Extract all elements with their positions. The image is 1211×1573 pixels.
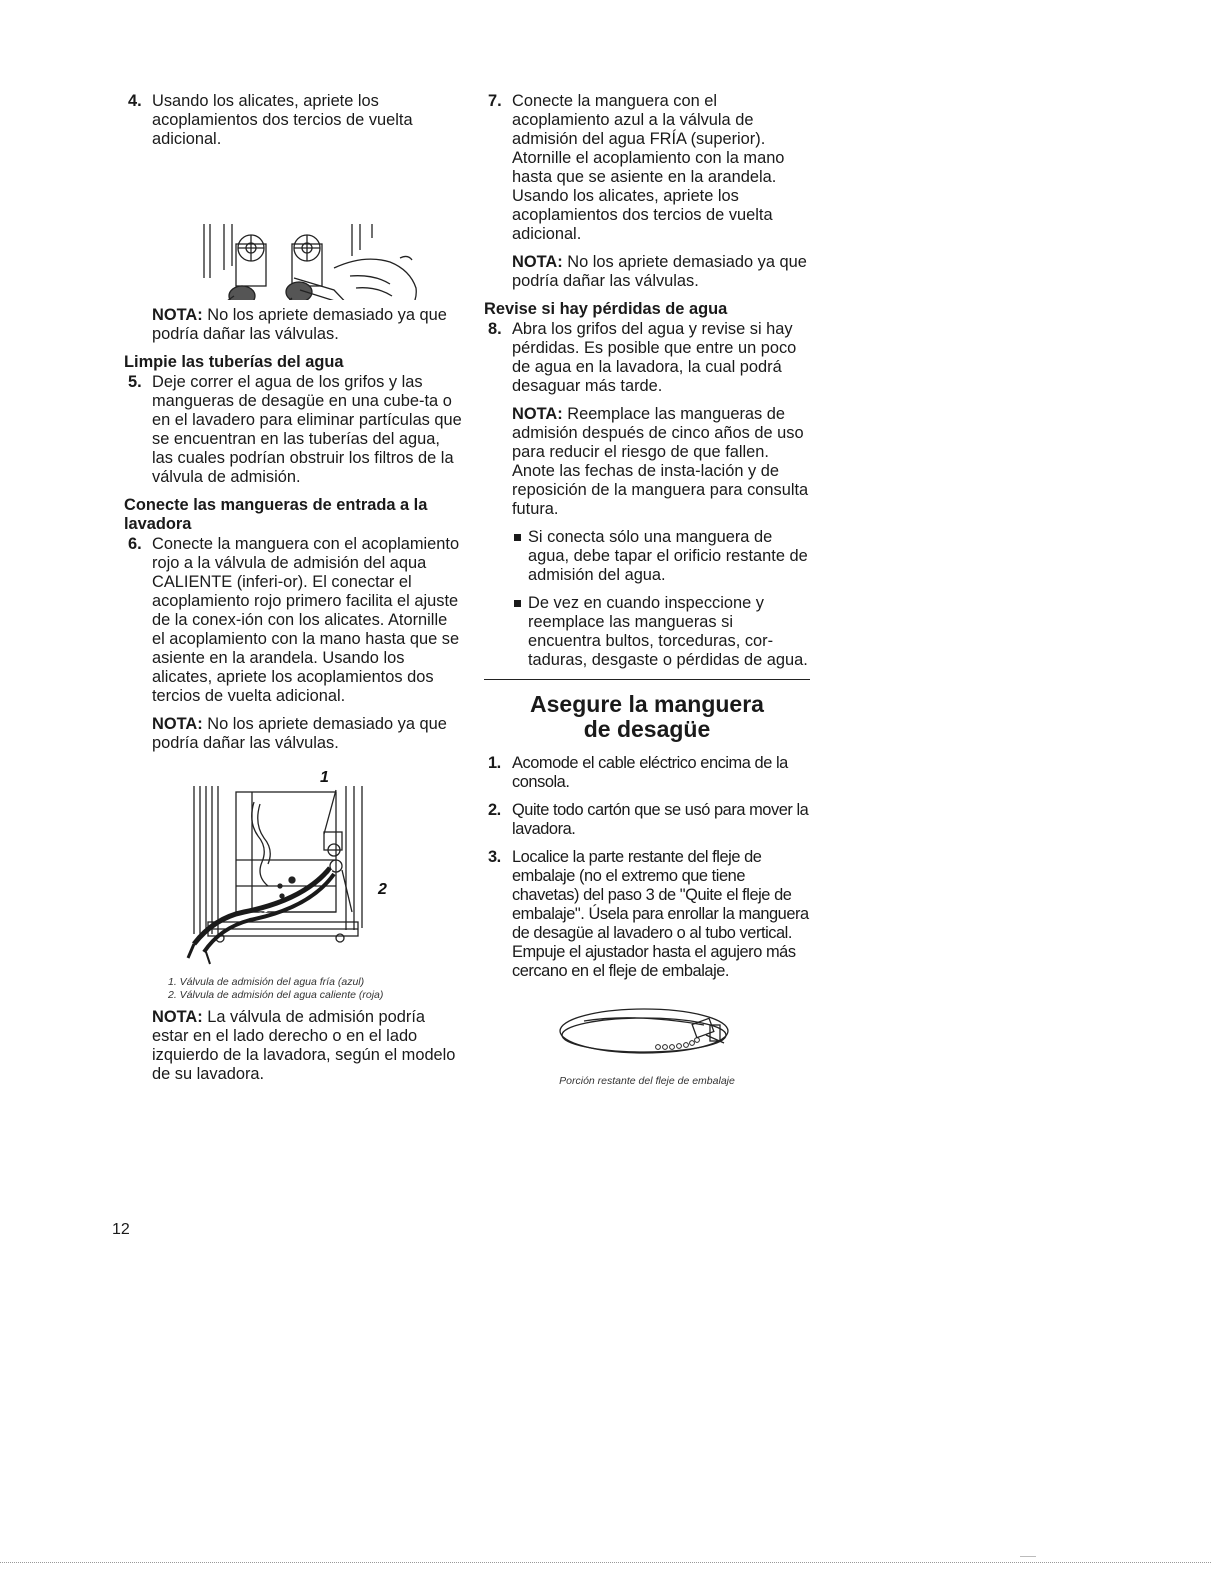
drain-step-3	[484, 848, 810, 981]
step-number: 3.	[488, 848, 501, 866]
note-label: NOTA:	[152, 306, 203, 324]
bullet-square-icon	[514, 600, 521, 607]
section-title-line: Asegure la manguera	[530, 691, 764, 717]
page-bottom-mark	[1020, 1556, 1036, 1557]
bullet-square-icon	[514, 534, 521, 541]
note-text: No los apriete demasiado ya que podría dañar las válvulas.	[152, 715, 447, 752]
step-number: 1.	[488, 754, 501, 772]
caption-line: 1. Válvula de admisión del agua fría (azul)	[168, 976, 365, 988]
step-text: Deje correr el agua de los grifos y las mangueras de desagüe en una cube-ta o en el lavadero para eliminar partículas que se encuentran en las tuberías del agua, las cuales podrían obstruir los filtros de la válvula de admisión.	[152, 373, 462, 486]
drain-step-1	[484, 754, 810, 792]
step-number: 4.	[128, 92, 142, 110]
step-4	[124, 92, 464, 149]
step-text: Abra los grifos del agua y revise si hay pérdidas. Es posible que entre un poco de agua en la lavadora, la cual podrá desaguar más tarde.	[512, 320, 797, 395]
step-8	[484, 320, 810, 396]
bullet-text: De vez en cuando inspeccione y reemplace las mangueras si encuentra bultos, torceduras, cor-taduras, desgaste o pérdidas de agua.	[528, 594, 808, 669]
pliers-tightening-illustration	[124, 158, 464, 300]
step-text: Localice la parte restante del fleje de embalaje (no el extremo que tiene chavetas) del paso 3 de "Quite el fleje de embalaje". Úsela para enrollar la manguera de desagüe al lavadero o al tubo vertical. Empuje el ajustador hasta el agujero más cercano en el fleje de embalaje.	[512, 848, 809, 980]
packing-strap-illustration	[484, 991, 810, 1071]
note-label: NOTA:	[512, 405, 563, 423]
page-bottom-edge	[0, 1562, 1211, 1563]
step-6	[124, 535, 464, 706]
step-number: 8.	[488, 320, 502, 338]
note-3	[124, 1008, 464, 1084]
note-text: No los apriete demasiado ya que podría dañar las válvulas.	[152, 306, 447, 343]
step-text: Quite todo cartón que se usó para mover la lavadora.	[512, 801, 809, 838]
note-label: NOTA:	[512, 253, 563, 271]
caption-line: 2. Válvula de admisión del agua caliente (roja)	[168, 989, 384, 1001]
note-1	[124, 306, 464, 344]
step-7	[484, 92, 810, 244]
heading-clean-pipes: Limpie las tuberías del agua	[124, 353, 344, 371]
step-number: 7.	[488, 92, 502, 110]
callout-2: 2	[378, 881, 387, 898]
right-column	[484, 92, 810, 1088]
step-number: 2.	[488, 801, 501, 819]
note-label: NOTA:	[152, 1008, 203, 1026]
step-number: 5.	[128, 373, 142, 391]
section-title-line: de desagüe	[583, 716, 711, 742]
strap-figure	[484, 991, 810, 1071]
step-5	[124, 373, 464, 487]
step-text: Acomode el cable eléctrico encima de la consola.	[512, 754, 788, 791]
washer-valves-figure	[124, 762, 464, 972]
washer-rear-valves-illustration	[124, 762, 464, 972]
note-4	[484, 253, 810, 291]
bullet-item	[484, 594, 810, 670]
note-text: Reemplace las mangueras de admisión después de cinco años de uso para reducir el riesgo de que fallen. Anote las fechas de insta-lación y de reposición de la manguera para consulta futura.	[512, 405, 809, 518]
callout-1: 1	[320, 769, 329, 786]
heading-connect-hoses: Conecte las mangueras de entrada a la lavadora	[124, 496, 428, 533]
section-title	[484, 692, 810, 742]
note-text: No los apriete demasiado ya que podría dañar las válvulas.	[512, 253, 807, 290]
step-text: Conecte la manguera con el acoplamiento rojo a la válvula de admisión del aqua CALIENTE (inferi-or). El conectar el acoplamiento rojo primero facilita el ajuste de la conex-ión con los alicates. Atornille el acoplamiento con la mano hasta que se asiente en la arandela. Usando los alicates, apriete los acoplamientos dos tercios de vuelta adicional.	[152, 535, 460, 705]
note-text: La válvula de admisión podría estar en el lado derecho o en el lado izquierdo de la lavadora, según el modelo de su lavadora.	[152, 1008, 456, 1083]
note-label: NOTA:	[152, 715, 203, 733]
section-divider	[484, 679, 810, 680]
step-number: 6.	[128, 535, 142, 553]
pliers-figure	[124, 158, 464, 300]
page-number: 12	[112, 1221, 130, 1238]
heading-check-leaks: Revise si hay pérdidas de agua	[484, 300, 728, 318]
figure-caption	[124, 976, 464, 1002]
bullet-item	[484, 528, 810, 585]
note-5	[484, 405, 810, 519]
strap-caption: Porción restante del fleje de embalaje	[559, 1075, 735, 1087]
bullet-text: Si conecta sólo una manguera de agua, debe tapar el orificio restante de admisión del agua.	[528, 528, 808, 584]
drain-step-2	[484, 801, 810, 839]
step-text: Usando los alicates, apriete los acoplamientos dos tercios de vuelta adicional.	[152, 92, 413, 148]
note-2	[124, 715, 464, 753]
left-column	[124, 92, 464, 1084]
step-text: Conecte la manguera con el acoplamiento azul a la válvula de admisión del agua FRÍA (superior). Atornille el acoplamiento con la mano hasta que se asiente en la arandela. Usando los alicates, apriete los acoplamientos dos tercios de vuelta adicional.	[512, 92, 785, 243]
